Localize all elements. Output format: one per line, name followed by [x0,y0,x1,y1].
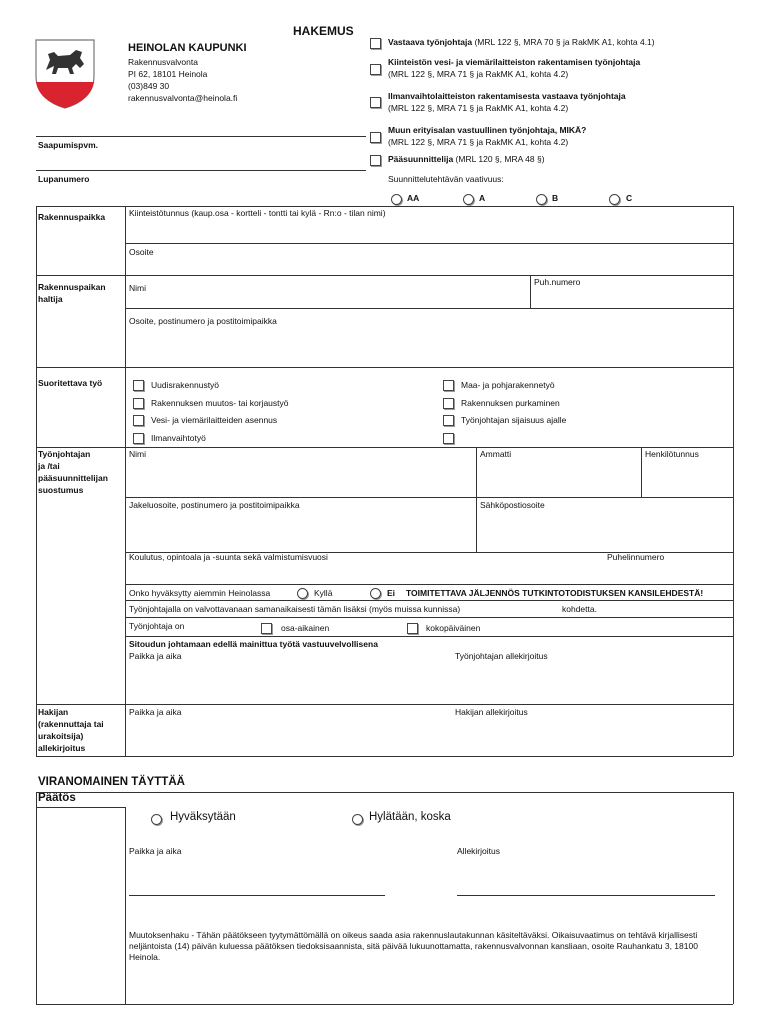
site-label: Rakennuspaikka [38,212,106,222]
work-option: Vesi- ja viemärilaitteiden asennus [151,415,278,425]
applicant-place-date-field[interactable]: Paikka ja aika [129,707,182,717]
full-time-label: kokopäiväinen [426,623,481,633]
holder-address-field[interactable]: Osoite, postinumero ja postitoimipaikka [129,316,277,326]
difficulty-label: Suunnittelutehtävän vaativuus: [388,174,504,184]
form-title: HAKEMUS [293,24,354,38]
role-reference: (MRL 122 §, MRA 71 § ja RakMK A1, kohta 4.2) [388,69,569,79]
approved-question: Onko hyväksytty aiemmin Heinolassa [129,588,271,598]
work-option: Ilmanvaihtotyö [151,433,206,443]
work-option: Uudisrakennustyö [151,380,220,390]
org-line: PI 62, 18101 Heinola [128,69,208,79]
site-address-field[interactable]: Osoite [129,247,154,257]
role-reference: (MRL 122 §, MRA 71 § ja RakMK A1, kohta 4.2) [388,103,569,113]
difficulty-radio-c[interactable] [609,194,620,205]
role-reference: (MRL 122 §, MRA 71 § ja RakMK A1, kohta 4.2) [388,137,569,147]
org-line: rakennusvalvonta@heinola.fi [128,93,238,103]
permit-number-label: Lupanumero [38,174,90,184]
supervisor-label: ja /tai [38,461,60,471]
work-option: Rakennuksen muutos- tai korjaustyö [151,398,289,408]
reject-label: Hylätään, koska [369,811,451,823]
supervisor-profession-field[interactable]: Ammatti [480,449,512,459]
work-checkbox-substitute[interactable] [443,415,454,426]
difficulty-radio-aa[interactable] [391,194,402,205]
work-option: Rakennuksen purkaminen [461,398,560,408]
work-option: Maa- ja pohjarakennetyö [461,380,555,390]
supervisor-ssn-field[interactable]: Henkilötunnus [645,449,699,459]
property-id-field[interactable]: Kiinteistötunnus (kaup.osa - kortteli - tontti tai kylä - Rn:o - tilan nimi) [129,208,386,218]
role-checkbox-plumbing-supervisor[interactable] [370,64,381,75]
work-checkbox-groundwork[interactable] [443,380,454,391]
role-label: Kiinteistön vesi- ja viemärilaitteiston rakentamisen työnjohtaja [388,57,641,67]
role-checkbox-main-designer[interactable] [370,155,381,166]
applicant-label: allekirjoitus [38,743,86,753]
coat-of-arms-icon [34,38,96,110]
other-sites-label: Työnjohtajalla on valvottavanaan samanaikaisesti tämän lisäksi (myös muissa kunnissa) [129,604,461,614]
supervisor-label: pääsuunnittelijan [38,473,108,483]
applicant-label: urakoitsija) [38,731,84,741]
work-label: Suoritettava työ [38,378,103,388]
role-label: Muun erityisalan vastuullinen työnjohtaja, MIKÄ? [388,125,587,135]
decision-signature-field[interactable]: Allekirjoitus [457,846,500,856]
approved-yes-radio[interactable] [297,588,308,599]
approved-no-label: Ei [387,588,396,598]
reject-radio[interactable] [352,814,363,825]
holder-phone-field[interactable]: Puh.numero [534,277,581,287]
work-checkbox-demolition[interactable] [443,398,454,409]
copy-note: TOIMITETTAVA JÄLJENNÖS TUTKINTOTODISTUKSEN KANSILEHDESTÄ! [406,588,704,598]
commitment-text: Sitoudun johtamaan edellä mainittua työtä vastuuvelvollisena [129,639,378,649]
role-checkbox-responsible-supervisor[interactable] [370,38,381,49]
part-time-label: osa-aikainen [281,623,330,633]
holder-label: haltija [38,294,63,304]
supervisor-is-label: Työnjohtaja on [129,621,185,631]
difficulty-option: C [626,193,633,203]
arrival-date-label: Saapumispvm. [38,140,98,150]
supervisor-name-field[interactable]: Nimi [129,449,146,459]
other-sites-suffix: kohdetta. [562,604,597,614]
work-checkbox-ventilation[interactable] [133,433,144,444]
supervisor-phone-field[interactable]: Puhelinnumero [607,552,665,562]
work-checkbox-renovation[interactable] [133,398,144,409]
role-label: Vastaava työnjohtaja (MRL 122 §, MRA 70 § ja RakMK A1, kohta 4.1) [388,37,655,47]
difficulty-option: AA [407,193,420,203]
approved-no-radio[interactable] [370,588,381,599]
work-checkbox-extra[interactable] [443,433,454,444]
supervisor-education-field[interactable]: Koulutus, opintoala ja -suunta sekä valmistumisvuosi [129,552,328,562]
role-label: Ilmanvaihtolaitteiston rakentamisesta vastaava työnjohtaja [388,91,626,101]
work-checkbox-plumbing[interactable] [133,415,144,426]
role-checkbox-other-specialty[interactable] [370,132,381,143]
holder-name-field[interactable]: Nimi [129,283,146,293]
approve-radio[interactable] [151,814,162,825]
difficulty-option: A [479,193,486,203]
supervisor-place-date-field[interactable]: Paikka ja aika [129,651,182,661]
applicant-label: (rakennuttaja tai [38,719,104,729]
approved-yes-label: Kyllä [314,588,333,598]
authority-title: VIRANOMAINEN TÄYTTÄÄ [38,776,185,788]
applicant-signature-field[interactable]: Hakijan allekirjoitus [455,707,528,717]
difficulty-option: B [552,193,559,203]
org-name: HEINOLAN KAUPUNKI [128,42,247,54]
org-line: Rakennusvalvonta [128,57,198,67]
work-checkbox-new-building[interactable] [133,380,144,391]
supervisor-label: suostumus [38,485,84,495]
difficulty-radio-b[interactable] [536,194,547,205]
holder-label: Rakennuspaikan [38,282,106,292]
role-checkbox-ventilation-supervisor[interactable] [370,97,381,108]
full-time-checkbox[interactable] [407,623,418,634]
difficulty-radio-a[interactable] [463,194,474,205]
decision-label: Päätös [38,792,76,804]
approve-label: Hyväksytään [170,811,236,823]
supervisor-email-field[interactable]: Sähköpostiosoite [480,500,545,510]
decision-place-date-field[interactable]: Paikka ja aika [129,846,182,856]
role-label: Pääsuunnittelija (MRL 120 §, MRA 48 §) [388,154,545,164]
applicant-label: Hakijan [38,707,69,717]
supervisor-label: Työnjohtajan [38,449,91,459]
appeal-text: Muutoksenhaku - Tähän päätökseen tyytymättömällä on oikeus saada asia rakennuslautakunnan käsiteltäväksi. Oikaisuvaatimus on tehtävä kirjallisesti neljäntoista (14) päivän kuluessa päätöksen tiedoksisaannista, sitä päivää lukuunottamatta, rakennusvalvonnan kansliaan, osoite Rauhankatu 3, 18100 Heinola. [129,930,698,962]
work-option: Työnjohtajan sijaisuus ajalle [461,415,567,425]
org-line: (03)849 30 [128,81,170,91]
supervisor-signature-field[interactable]: Työnjohtajan allekirjoitus [455,651,548,661]
part-time-checkbox[interactable] [261,623,272,634]
supervisor-mail-address-field[interactable]: Jakeluosoite, postinumero ja postitoimipaikka [129,500,300,510]
